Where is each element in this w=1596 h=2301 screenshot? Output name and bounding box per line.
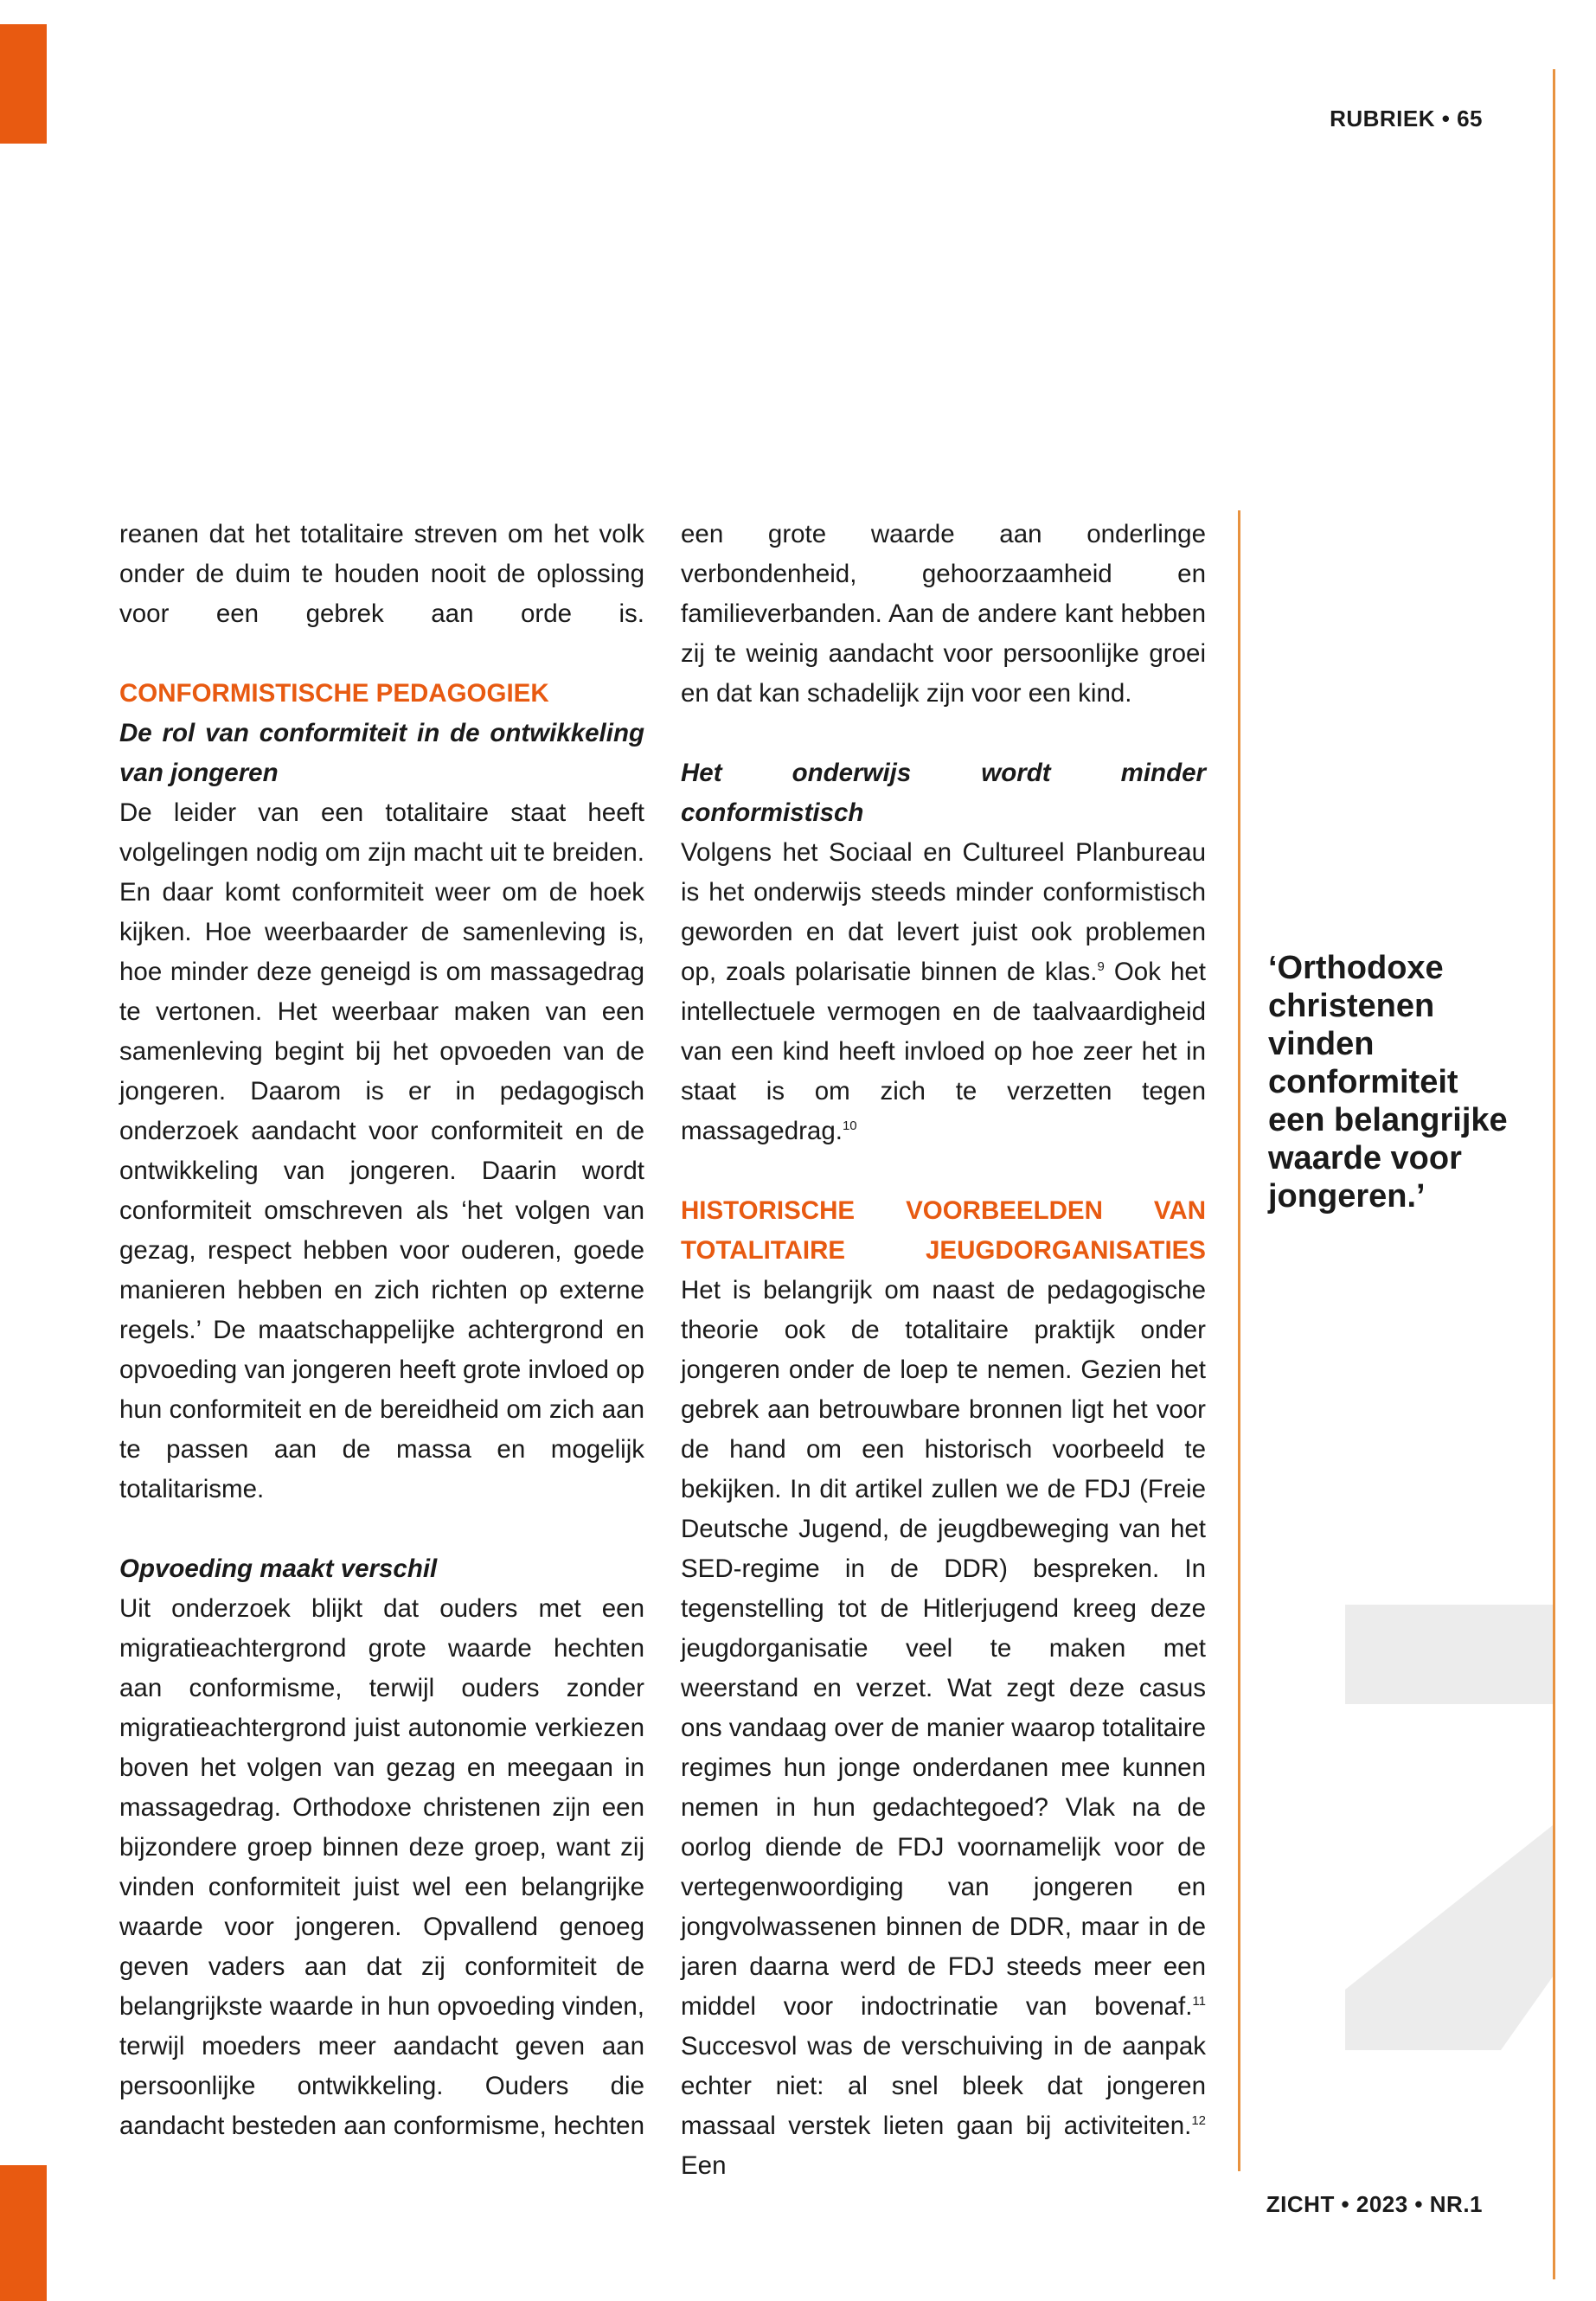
section-heading: CONFORMISTISCHE PEDAGOGIEK xyxy=(119,679,549,708)
intro-paragraph: reanen dat het totalitaire streven om het volk onder de duim te houden nooit de oplossing voor een gebrek aan orde is. xyxy=(119,520,644,628)
body-text: Succesvol was de verschuiving in de aanpak echter niet: al snel bleek dat jongeren massaal verstek lieten gaan bij activiteiten. xyxy=(681,2032,1206,2140)
section-heading: HISTORISCHE VOORBEELDEN VAN TOTALITAIRE JEUGDORGANISATIES xyxy=(681,1196,1206,1265)
section-subheading: De rol van conformiteit in de ontwikkeling van jongeren xyxy=(119,719,644,787)
footnote-ref: 11 xyxy=(1192,1994,1206,2009)
top-accent-bar xyxy=(0,24,47,144)
watermark-graphic xyxy=(1345,1605,1553,2158)
body-text: Volgens het Sociaal en Cultureel Planbureau is het onderwijs steeds minder conformistisch geworden en dat levert juist ook problemen op, zoals polarisatie binnen de klas. xyxy=(681,838,1206,986)
pull-quote: ‘Orthodoxe christenen vinden conformiteit een belangrijke waarde voor jongeren.’ xyxy=(1268,950,1508,1215)
intro-paragraph: een grote waarde aan onderlinge verbondenheid, gehoorzaamheid en familieverbanden. Aan de andere kant hebben zij te weinig aandacht voor persoonlijke groei en dat kan schadelijk zijn voor een kind. xyxy=(681,520,1206,708)
footnote-ref: 12 xyxy=(1191,2113,1206,2129)
quote-divider-rule xyxy=(1238,510,1240,2171)
watermark-diagonal xyxy=(1345,1825,1553,2050)
page-footer: ZICHT • 2023 • NR.1 xyxy=(1266,2191,1483,2217)
body-text: Het is belangrijk om naast de pedagogische theorie ook de totalitaire praktijk onder jongeren onder de loep te nemen. Gezien het gebrek aan betrouwbare bronnen ligt het voor de hand om een historisch voorbeeld te bekijken. In dit artikel zullen we de FDJ (Freie Deutsche Jugend, de jeugdbeweging van het SED-regime in de DDR) bespreken. In tegenstelling tot de Hitlerjugend kreeg deze jeugdorganisatie veel te maken met weerstand en verzet. Wat zegt deze casus ons vandaag over de manier waarop totalitaire regimes hun jonge onderdanen mee kunnen nemen in hun gedachtegoed? Vlak na de oorlog diende de FDJ voornamelijk voor de vertegenwoordiging van jongeren en jongvolwassenen binnen de DDR, maar in de jaren daarna werd de FDJ steeds meer een middel voor indoctrinatie van bovenaf. xyxy=(681,1276,1206,2021)
body-text: Een xyxy=(681,2151,727,2180)
body-paragraph xyxy=(681,833,1206,1151)
page-header: RUBRIEK • 65 xyxy=(1330,106,1483,131)
body-paragraph: Uit onderzoek blijkt dat ouders met een migratieachtergrond grote waarde hechten aan conformisme, terwijl ouders zonder migratieachtergrond juist autonomie verkiezen boven het volgen van gezag en meegaan in massagedrag. Orthodoxe christenen zijn een bijzondere groep binnen deze groep, want zij vinden conformiteit juist wel een belangrijke waarde voor jongeren. Opvallend genoeg geven vaders aan dat zij conformiteit de belangrijkste waarde in hun opvoeding vinden, terwijl moeders meer aandacht geven aan persoonlijke ontwikkeling. Ouders die aandacht besteden aan conformisme, hechten xyxy=(119,1594,644,2140)
footnote-ref: 10 xyxy=(842,1118,857,1134)
outer-margin-rule xyxy=(1553,69,1555,2279)
body-paragraph xyxy=(681,1271,1206,2186)
footnote-ref: 9 xyxy=(1097,959,1105,975)
body-text: Ook het intellectuele vermogen en de taalvaardigheid van een kind heeft invloed op hoe zeer het in staat is om zich te verzetten tegen massagedrag. xyxy=(681,958,1206,1145)
watermark-bar xyxy=(1345,1605,1553,1704)
section-subheading: Het onderwijs wordt minder conformistisch xyxy=(681,759,1206,827)
bottom-accent-bar xyxy=(0,2165,47,2301)
column-middle xyxy=(681,515,1206,2186)
column-left xyxy=(119,515,644,2146)
body-paragraph: De leider van een totalitaire staat heeft volgelingen nodig om zijn macht uit te breiden. En daar komt conformiteit weer om de hoek kijken. Hoe weerbaarder de samenleving is, hoe minder deze geneigd is om massagedrag te vertonen. Het weerbaar maken van een samenleving begint bij het opvoeden van de jongeren. Daarom is er in pedagogisch onderzoek aandacht voor conformiteit en de ontwikkeling van jongeren. Daarin wordt conformiteit omschreven als ‘het volgen van gezag, respect hebben voor ouderen, goede manieren hebben en zich richten op externe regels.’ De maatschappelijke achtergrond en opvoeding van jongeren heeft grote invloed op hun conformiteit en de bereidheid om zich aan te passen aan de massa en mogelijk totalitarisme. xyxy=(119,798,644,1503)
section-subheading: Opvoeding maakt verschil xyxy=(119,1554,438,1583)
